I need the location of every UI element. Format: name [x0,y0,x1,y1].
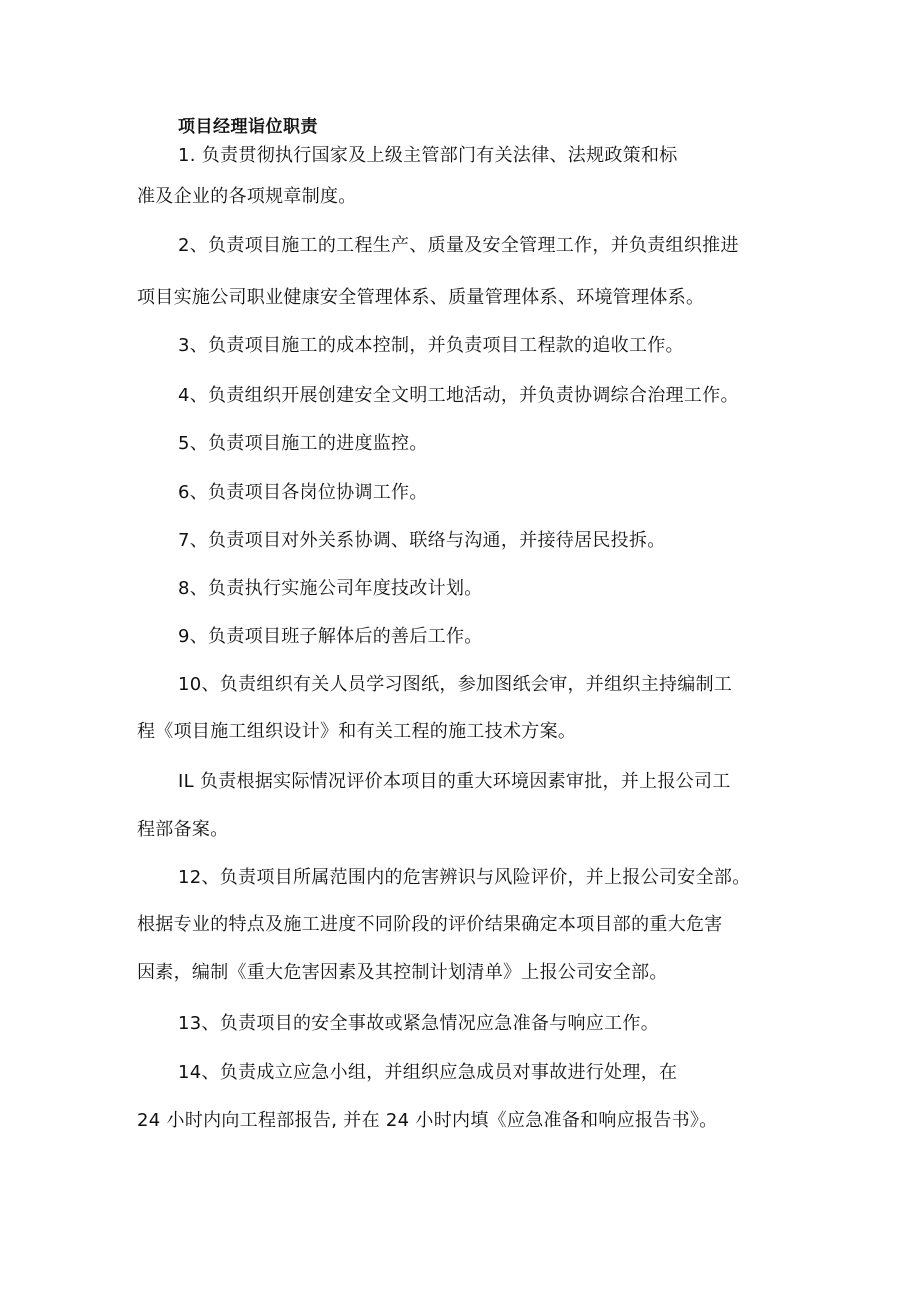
text-line: 12、负责项目所属范围内的危害辨识与风险评价，并上报公司安全部。 [178,867,751,888]
text-line: 根据专业的特点及施工进度不同阶段的评价结果确定本项目部的重大危害 [137,914,723,935]
text-line: 4、负责组织开展创建安全文明工地活动，并负责协调综合治理工作。 [178,385,739,406]
text-line: 10、负责组织有关人员学习图纸，参加图纸会审，并组织主持编制工 [178,674,733,695]
text-line: 项目实施公司职业健康安全管理体系、质量管理体系、环境管理体系。 [137,287,705,308]
text-line: 14、负责成立应急小组，并组织应急成员对事故进行处理，在 [178,1062,678,1083]
text-line: 因素，编制《重大危害因素及其控制计划清单》上报公司安全部。 [137,962,668,983]
text-line: 8、负责执行实施公司年度技改计划。 [178,578,483,599]
text-line: 24 小时内向工程部报告, 并在 24 小时内填《应急准备和响应报告书》。 [137,1110,718,1131]
text-line: IL 负责根据实际情况评价本项目的重大环境因素审批，并上报公司工 [178,771,731,792]
text-line: 6、负责项目各岗位协调工作。 [178,482,428,503]
text-line: 9、负责项目班子解体后的善后工作。 [178,626,483,647]
document-title: 项目经理诣位职责 [178,117,318,137]
text-line: 7、负责项目对外关系协调、联络与沟通，并接待居民投拆。 [178,530,666,551]
text-line: 程部备案。 [137,819,229,840]
text-line: 13、负责项目的安全事故或紧急情况应急准备与响应工作。 [178,1013,660,1034]
text-line: 1. 负责贯彻执行国家及上级主管部门有关法律、法规政策和标 [178,145,678,166]
text-line: 2、负责项目施工的工程生产、质量及安全管理工作，并负责组织推进 [178,235,739,256]
text-line: 5、负责项目施工的进度监控。 [178,433,428,454]
text-line: 程《项目施工组织设计》和有关工程的施工技术方案。 [137,721,577,742]
text-line: 3、负责项目施工的成本控制，并负责项目工程款的追收工作。 [178,335,684,356]
text-line: 准及企业的各项规章制度。 [137,186,357,207]
